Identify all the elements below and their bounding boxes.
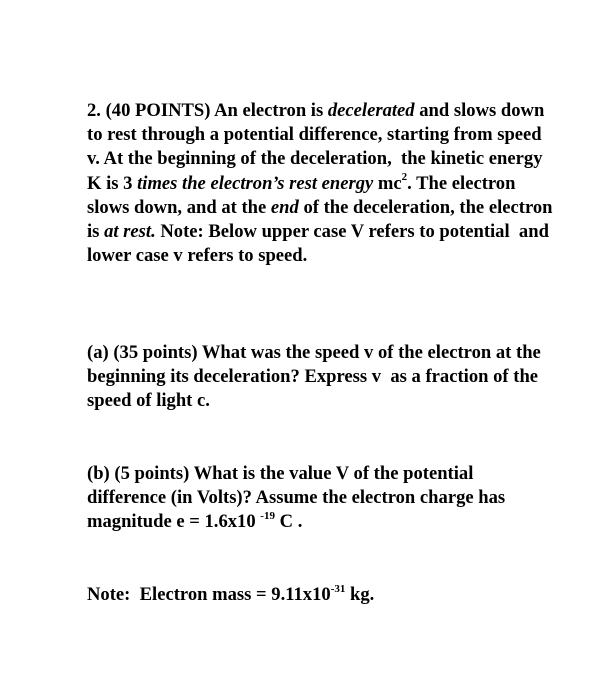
problem-statement (87, 99, 557, 655)
intro-text-1: 2. (40 POINTS) An electron is (87, 100, 328, 121)
mass-unit-text: kg. (345, 583, 375, 605)
part-b-question (87, 462, 557, 535)
part-a-question: (a) (35 points) What was the speed v of the electron at the beginning its deceleration? Express v as a fraction of the speed of light c. (87, 341, 546, 412)
part-b-charge-exponent: -19 (260, 510, 275, 523)
mass-note-text: Note: Electron mass = 9.11x10 (87, 583, 331, 605)
electron-mass-note (87, 583, 557, 607)
intro-text-4: . The electron slows down, and at the (87, 172, 521, 218)
intro-text-3: mc (373, 172, 402, 194)
intro-text-5: of the deceleration, the electron is (87, 196, 558, 243)
questions-paragraph (87, 292, 557, 655)
part-b-text-2: C . (274, 511, 303, 533)
intro-superscript-squared: 2 (401, 171, 408, 184)
intro-emphasis-end: end (270, 196, 299, 218)
intro-emphasis-decelerated: decelerated (327, 100, 415, 121)
problem-intro-paragraph (87, 99, 557, 268)
mass-exponent: -31 (330, 582, 346, 595)
part-b-text-1: (b) (5 points) What is the value V of the potential difference (in Volts)? Assume the electron charge has magnitude e = 1.6x10 (87, 462, 510, 533)
intro-text-6: Note: Below upper case V refers to potential and lower case v refers to speed. (87, 221, 554, 267)
intro-emphasis-rest-energy: times the electron’s rest energy (137, 172, 374, 194)
intro-text-2: and slows down to rest through a potential difference, starting from speed v. At the beginning of the deceleration, the kinetic energy K is 3 (87, 100, 549, 194)
intro-emphasis-at-rest: at rest. (104, 221, 156, 243)
